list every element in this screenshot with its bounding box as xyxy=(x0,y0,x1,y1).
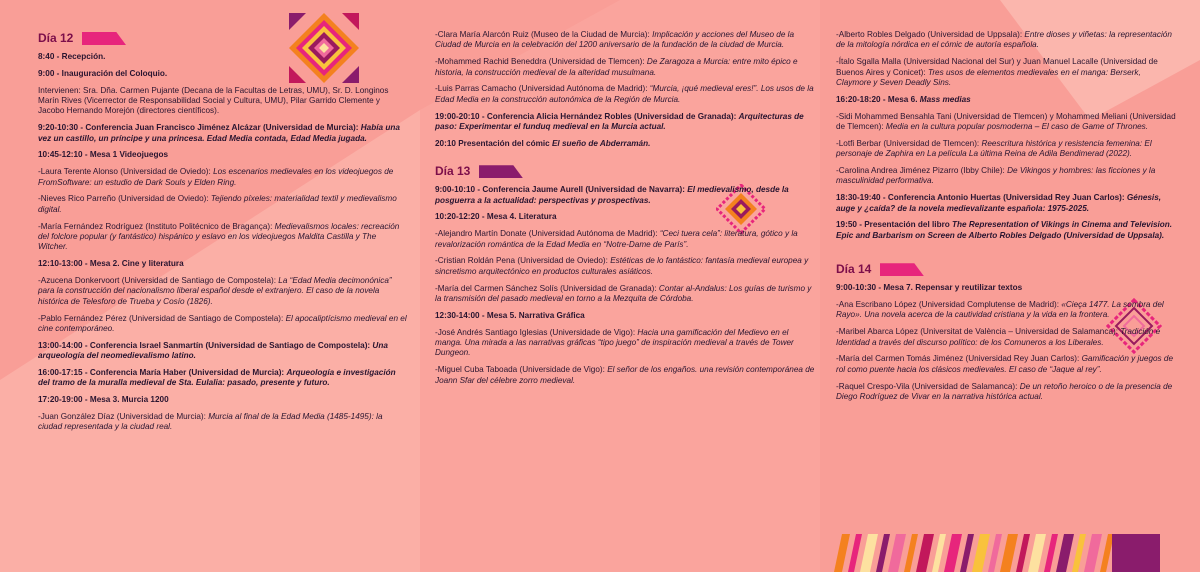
talk-item xyxy=(836,166,1176,187)
item-title: Una arqueología del neomedievalismo latino. xyxy=(38,340,388,361)
schedule-item xyxy=(836,95,1176,105)
day-14-header xyxy=(836,261,1176,278)
schedule-item xyxy=(38,150,408,160)
item-title: Los escenarios medievales en los videojuegos de FromSoftware: un estudio de Dark Souls y Elden Ring. xyxy=(38,167,394,187)
item-title: De Vikingos y hombres: las ficciones y la masculinidad performativa. xyxy=(836,166,1156,186)
schedule-item xyxy=(836,220,1176,241)
talk-item xyxy=(38,412,408,433)
item-lead: -Raquel Crespo-Vila (Universidad de Salamanca): xyxy=(836,381,1020,391)
item-lead: -Alejandro Martín Donate (Universidad Autónoma de Madrid): xyxy=(435,229,660,239)
schedule-item xyxy=(38,69,408,79)
item-lead: 19:50 - Presentación del libro xyxy=(836,220,953,230)
item-title: El medievalismo, desde la posguerra a la actualidad: perspectivas y prospectivas. xyxy=(435,185,789,205)
item-lead: 20:10 Presentación del cómic xyxy=(435,138,552,148)
info-item xyxy=(38,86,408,117)
stripes-decoration xyxy=(834,534,1160,572)
talk-item xyxy=(836,30,1176,51)
item-title: Había una vez un castillo, un príncipe y una princesa. Edad Media contada, Edad Media jugada. xyxy=(38,123,400,143)
day-title: Día 12 xyxy=(38,31,74,45)
schedule-item xyxy=(836,283,1176,293)
talk-item xyxy=(435,229,815,250)
item-title: Hacia una gamificación del Medievo en el manga. Una mirada a las narrativas gráficas “tipo juego” de inspiración medieval a través de Tower Dungeon. xyxy=(435,327,794,358)
program-list xyxy=(836,30,1176,241)
item-lead: -Pablo Fernández Pérez (Universidad de Santiago de Compostela): xyxy=(38,313,286,323)
schedule-item xyxy=(836,193,1176,214)
item-lead: -Sidi Mohammed Bensahla Tani (Universidad de Tlemcen) y Mohammed Meliani (Universidad de Tlemcen): xyxy=(836,111,1176,132)
item-title: “Murcia, ¡qué medieval eres!”. Los usos de la Edad Media en la construcción autonómica de la Región de Murcia. xyxy=(435,84,814,104)
program-list xyxy=(38,52,408,433)
schedule-item xyxy=(435,212,815,222)
item-lead: 10:20-12:20 - Mesa 4. Literatura xyxy=(435,212,557,222)
item-title: El señor de los engaños. una revisión contemporánea de Joann Sfar del célebre zorro medieval. xyxy=(435,365,815,385)
item-lead: -Miguel Cuba Taboada (Universidade de Vigo): xyxy=(435,365,608,375)
item-lead: 9:00-10:10 - Conferencia Jaume Aurell (Universidad de Navarra): xyxy=(435,185,688,195)
item-title: “Ceci tuera cela”: literatura, gótico y la revalorización romántica de la Edad Media en “Notre-Dame de París”. xyxy=(435,229,798,249)
talk-item xyxy=(435,256,815,277)
item-lead: -Ana Escribano López (Universidad Complutense de Madrid): xyxy=(836,300,1062,310)
item-lead: Intervienen: Sra. Dña. Carmen Pujante (Decana de la Facultas de Letras, UMU), Sr. D. Longinos Marín Rives (Vicerrector de Responsabilidad Social y Cultura, UMU), Pilar Garrido Clemente y Jacobo Hernando Morejón (directores científicos). xyxy=(38,85,389,116)
program-list xyxy=(435,30,815,149)
item-title: El sueño de Abderramán. xyxy=(551,138,651,148)
program-list xyxy=(836,283,1176,402)
item-title: Tejiendo píxeles: materialidad textil y medievalismo digital. xyxy=(38,194,397,214)
item-title: Entre dioses y viñetas: la representación de la mitología nórdica en el cómic de autoría española. xyxy=(836,30,1172,50)
item-lead: 16:20-18:20 - Mesa 6. xyxy=(836,94,920,104)
talk-item xyxy=(836,139,1176,160)
talk-item xyxy=(38,314,408,335)
schedule-item xyxy=(435,139,815,149)
item-title: Génesis, auge y ¿caída? de la novela medievalizante española: 1975-2025. xyxy=(836,193,1162,213)
item-title: Estéticas de lo fantástico: fantasía medieval europea y sincretismo arquitectónico en productos culturales asiáticos. xyxy=(435,256,809,276)
item-title: The Representation of Vikings in Cinema and Television. Epic and Barbarism on Screen de Alberto Robles Delgado (Universidad de Uppsala). xyxy=(836,220,1173,240)
item-title: Murcia al final de la Edad Media (1485-1495): la ciudad representada y la ciudad real. xyxy=(38,412,383,432)
column-middle xyxy=(435,30,815,392)
talk-item xyxy=(435,84,815,105)
item-title: Media en la cultura popular posmoderna – El caso de Game of Thrones. xyxy=(885,122,1149,132)
item-lead: -Nieves Rico Parreño (Universidad de Oviedo): xyxy=(38,194,211,204)
item-lead: -María del Carmen Sánchez Solís (Universidad de Granada): xyxy=(435,283,659,293)
item-lead: 16:00-17:15 - Conferencia María Haber (Universidad de Murcia): xyxy=(38,368,287,378)
item-lead: 13:00-14:00 - Conferencia Israel Sanmartín (Universidad de Santiago de Compostela): xyxy=(38,340,373,350)
schedule-item xyxy=(38,341,408,362)
item-lead: -Clara María Alarcón Ruiz (Museo de la Ciudad de Murcia): xyxy=(435,30,653,39)
item-title: Tres usos de elementos medievales en el manga: Berserk, Claymore y Seven Deadly Sins. xyxy=(836,67,1141,88)
item-lead: -Lotfi Berbar (Universidad de Tlemcen): xyxy=(836,138,982,148)
item-lead: -Alberto Robles Delgado (Universidad de Uppsala): xyxy=(836,30,1025,39)
schedule-item xyxy=(38,123,408,144)
talk-item xyxy=(38,167,408,188)
day-12-header xyxy=(38,30,408,47)
item-title: La “Edad Media decimonónica” para la construcción del nacionalismo liberal español desde el extranjero. El caso de la novela histórica de Telesforo de Trueba y Cosío (1826). xyxy=(38,276,392,306)
item-lead: -Maribel Abarca López (Universitat de València – Universidad de Salamanca): xyxy=(836,327,1121,337)
schedule-item xyxy=(435,112,815,133)
schedule-item xyxy=(435,311,815,321)
schedule-item xyxy=(38,368,408,389)
talk-item xyxy=(38,194,408,215)
talk-item xyxy=(836,300,1176,321)
day-title: Día 14 xyxy=(836,262,872,277)
item-lead: 19:00-20:10 - Conferencia Alicia Hernández Robles (Universidad de Granada): xyxy=(435,111,739,121)
item-title: De Zaragoza a Murcia: entre mito épico e historia, la construcción medieval de la alteridad musulmana. xyxy=(435,57,798,77)
talk-item xyxy=(435,284,815,305)
talk-item xyxy=(836,327,1176,348)
item-lead: 12:30-14:00 - Mesa 5. Narrativa Gráfica xyxy=(435,310,585,320)
item-title: Tradición e Identidad a través del discurso político: de los Comuneros a los Liberales. xyxy=(836,327,1161,347)
talk-item xyxy=(836,354,1176,375)
schedule-item xyxy=(38,52,408,62)
schedule-item xyxy=(435,185,815,206)
column-right xyxy=(836,30,1176,409)
item-lead: -Mohammed Rachid Beneddra (Universidad de Tlemcen): xyxy=(435,57,647,67)
day-13-header xyxy=(435,163,815,180)
item-title: Reescritura histórica y resistencia femenina: El personaje de Zaphira en La película La última Reina de Adila Bendimerad (2022). xyxy=(836,138,1152,159)
item-lead: -Luis Parras Camacho (Universidad Autónoma de Madrid): xyxy=(435,84,650,94)
column-day-12 xyxy=(38,30,408,439)
item-title: Medievalismos locales: recreación del folclore popular (y fantástico) hispánico y eslavo en los videojuegos Maldita Castilla y The Witcher. xyxy=(38,221,400,252)
item-lead: -Cristian Roldán Pena (Universidad de Oviedo): xyxy=(435,256,611,266)
program-list xyxy=(435,185,815,386)
item-title: «Cieça 1477. La sombra del Rayo». Una novela acerca de la cautividad cristiana y la vida en la frontera. xyxy=(836,300,1164,320)
item-lead: -José Andrés Santiago Iglesias (Universidade de Vigo): xyxy=(435,327,638,337)
item-lead: 9:00-10:30 - Mesa 7. Repensar y reutilizar textos xyxy=(836,283,1023,293)
item-title: Contar al-Andalus: Los guías de turismo y la transmisión del pasado medieval en torno a la Mezquita de Córdoba. xyxy=(435,283,812,304)
item-lead: 17:20-19:00 - Mesa 3. Murcia 1200 xyxy=(38,395,169,405)
talk-item xyxy=(435,30,815,51)
item-title: Mass medias xyxy=(919,94,971,104)
item-lead: 9:20-10:30 - Conferencia Juan Francisco Jiménez Alcázar (Universidad de Murcia): xyxy=(38,123,361,133)
item-lead: -María Fernández Rodríguez (Instituto Politécnico de Bragança): xyxy=(38,221,275,231)
item-title: Implicación y acciones del Museo de la Ciudad de Murcia en la celebración del 1200 aniversario de la fundación de la ciudad de Murcia. xyxy=(435,30,795,50)
item-lead: -Ítalo Sgalla Malla (Universidad Nacional del Sur) y Juan Manuel Lacalle (Universidad de Buenos Aires y Conicet): xyxy=(836,57,1158,77)
item-lead: -Carolina Andrea Jiménez Pizarro (Ibby Chile): xyxy=(836,166,1008,176)
item-lead: 10:45-12:10 - Mesa 1 Videojuegos xyxy=(38,150,168,160)
item-title: Arqueología e investigación del tramo de la muralla medieval de Sta. Eulalia: pasado, presente y futuro. xyxy=(38,368,396,388)
item-lead: 8:40 - Recepción. xyxy=(38,52,106,61)
item-lead: 12:10-13:00 - Mesa 2. Cine y literatura xyxy=(38,259,184,269)
item-lead: -Juan González Díaz (Universidad de Murcia): xyxy=(38,412,209,422)
item-lead: 18:30-19:40 - Conferencia Antonio Huertas (Universidad Rey Juan Carlos): xyxy=(836,193,1127,203)
item-lead: -María del Carmen Tomás Jiménez (Universidad Rey Juan Carlos): xyxy=(836,354,1082,364)
talk-item xyxy=(836,112,1176,133)
item-title: Arquitecturas de paso: Experimentar el funduq medieval en la Murcia actual. xyxy=(435,111,804,132)
schedule-item xyxy=(38,259,408,269)
item-lead: 9:00 - Inauguración del Coloquio. xyxy=(38,68,168,78)
talk-item xyxy=(38,222,408,253)
item-title: El apocaliptícismo medieval en el cine contemporáneo. xyxy=(38,313,407,334)
schedule-item xyxy=(38,395,408,405)
talk-item xyxy=(435,365,815,386)
day-title: Día 13 xyxy=(435,164,471,179)
talk-item xyxy=(38,276,408,307)
talk-item xyxy=(435,328,815,359)
item-title: De un retoño heroico o de la presencia de Diego Rodríguez de Vivar en la narrativa histórica actual. xyxy=(836,381,1173,402)
talk-item xyxy=(836,382,1176,403)
item-lead: -Laura Terente Alonso (Universidad de Oviedo): xyxy=(38,167,214,177)
item-title: Gamificación y juegos de rol como puente hacia los clásicos medievales. El caso de “Jaque al rey”. xyxy=(836,354,1174,374)
talk-item xyxy=(836,57,1176,88)
item-lead: -Azucena Donkervoort (Universidad de Santiago de Compostela): xyxy=(38,276,279,286)
talk-item xyxy=(435,57,815,78)
